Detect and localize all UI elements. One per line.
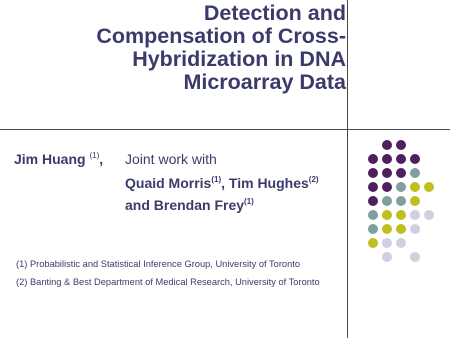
presenter-name <box>14 151 103 167</box>
decorative-dot <box>368 168 378 178</box>
slide-title <box>6 2 346 94</box>
decorative-dot <box>396 210 406 220</box>
decorative-dot <box>368 238 378 248</box>
decorative-dot <box>410 224 420 234</box>
decorative-dot <box>396 154 406 164</box>
decorative-dot <box>368 210 378 220</box>
decorative-dot <box>368 182 378 192</box>
decorative-dot <box>382 252 392 262</box>
decorative-dot <box>410 210 420 220</box>
affiliation-mark: (2) <box>308 175 319 184</box>
decorative-dot <box>382 154 392 164</box>
decorative-dot <box>382 182 392 192</box>
decorative-dot <box>396 224 406 234</box>
decorative-dot <box>396 168 406 178</box>
decorative-dot <box>410 182 420 192</box>
joint-work-label: Joint work with <box>125 151 217 167</box>
decorative-dot <box>410 252 420 262</box>
decorative-dot <box>424 210 434 220</box>
decorative-dot <box>396 238 406 248</box>
collaborator-name: Quaid Morris <box>125 175 212 191</box>
decorative-dot <box>368 154 378 164</box>
decorative-dot <box>396 140 406 150</box>
decorative-dot <box>382 168 392 178</box>
presenter-label: Jim Huang <box>14 151 86 167</box>
affiliation-1: (1) Probabilistic and Statistical Inference Group, University of Toronto <box>16 259 301 269</box>
collaborator-name: , Tim Hughes <box>221 175 309 191</box>
decorative-dot <box>410 154 420 164</box>
presenter-comma: , <box>99 151 104 167</box>
decorative-dot <box>410 196 420 206</box>
title-line: Hybridization in DNA <box>132 47 346 71</box>
decorative-dot <box>396 182 406 192</box>
vertical-divider <box>347 0 348 338</box>
decorative-dot <box>368 196 378 206</box>
decorative-dot <box>382 238 392 248</box>
horizontal-divider <box>0 129 450 130</box>
affiliation-mark: (1) <box>244 197 254 206</box>
title-line: Microarray Data <box>183 70 346 94</box>
title-line: Compensation of Cross- <box>96 24 346 48</box>
decorative-dot <box>382 196 392 206</box>
collaborators-line-1 <box>125 175 319 191</box>
collaborator-name: and Brendan Frey <box>125 197 245 213</box>
title-line: Detection and <box>203 1 346 25</box>
decorative-dot <box>368 224 378 234</box>
decorative-dot <box>410 168 420 178</box>
collaborators-line-2 <box>125 197 254 213</box>
decorative-dot <box>382 224 392 234</box>
decorative-dot <box>382 140 392 150</box>
presenter-affiliation-mark: (1) <box>89 151 100 160</box>
affiliation-mark: (1) <box>211 175 222 184</box>
affiliation-2: (2) Banting & Best Department of Medical Research, University of Toronto <box>16 277 320 287</box>
decorative-dot <box>424 182 434 192</box>
decorative-dot <box>382 210 392 220</box>
decorative-dot <box>396 196 406 206</box>
